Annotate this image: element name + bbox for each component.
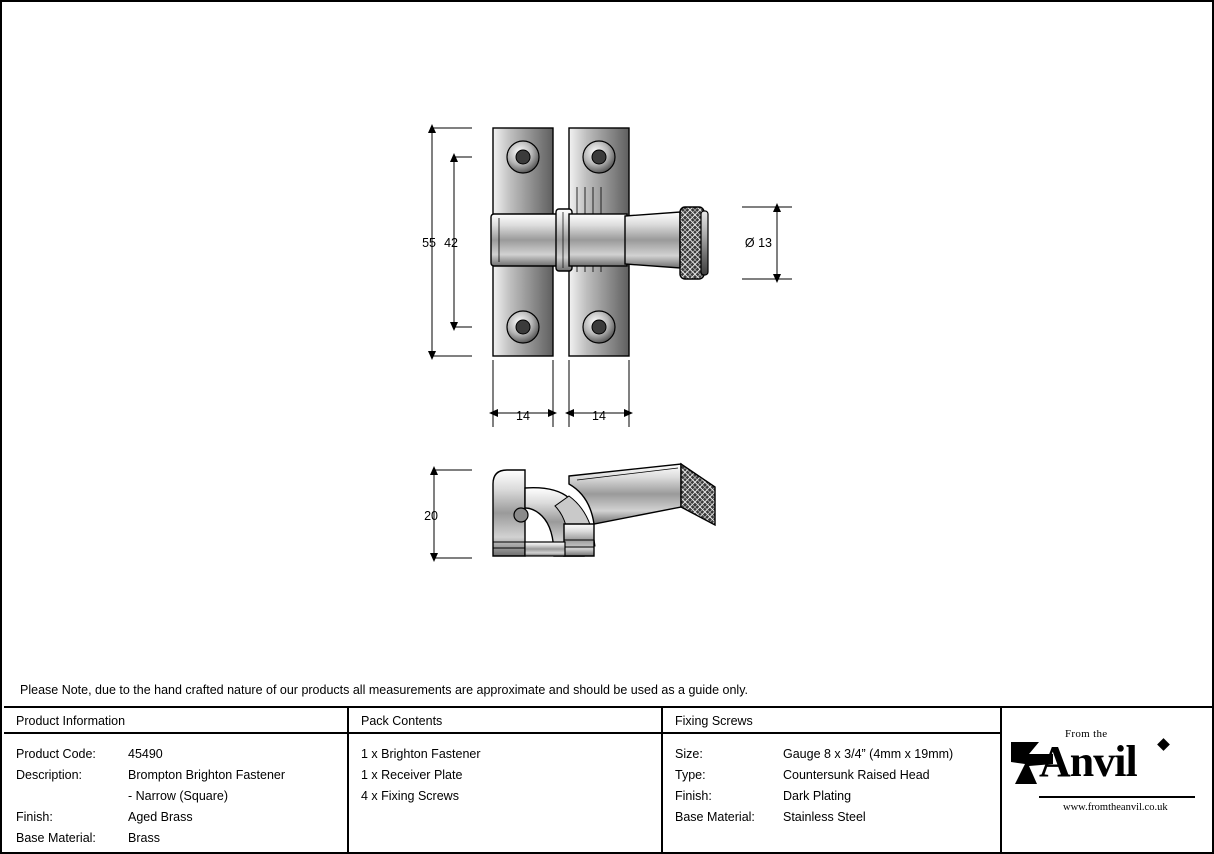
screw-size-value: Gauge 8 x 3/4” (4mm x 19mm) bbox=[783, 747, 954, 761]
screw-base-material-value: Stainless Steel bbox=[783, 810, 866, 824]
dimension-14-left-label: 14 bbox=[516, 409, 530, 423]
screw-type-label: Type: bbox=[675, 768, 706, 782]
pack-contents-item: 1 x Brighton Fastener bbox=[361, 747, 481, 761]
finish-label: Finish: bbox=[16, 810, 53, 824]
pack-contents-heading: Pack Contents bbox=[349, 708, 661, 734]
description-row bbox=[16, 765, 335, 786]
description-value-continued: - Narrow (Square) bbox=[128, 789, 229, 803]
dimension-42-label: 42 bbox=[444, 236, 458, 250]
product-code-label: Product Code: bbox=[16, 747, 96, 761]
description-row-continued bbox=[16, 786, 335, 807]
screw-finish-value: Dark Plating bbox=[783, 789, 852, 803]
info-table bbox=[4, 708, 1212, 852]
dimension-20-label: 20 bbox=[424, 509, 438, 523]
dimension-diameter-13-label: Ø 13 bbox=[744, 236, 772, 250]
logo-from-the: From the bbox=[1065, 728, 1108, 740]
logo-url: www.fromtheanvil.co.uk bbox=[1063, 802, 1168, 813]
base-material-value: Brass bbox=[128, 831, 160, 845]
measurement-note-text: Please Note, due to the hand crafted nature of our products all measurements are approximate and should be used as a guide only. bbox=[20, 683, 749, 697]
screw-base-material-label: Base Material: bbox=[675, 810, 755, 824]
screw-finish-label: Finish: bbox=[675, 789, 712, 803]
product-code-value: 45490 bbox=[128, 747, 163, 761]
fixing-screws-heading: Fixing Screws bbox=[663, 708, 1000, 734]
logo-anvil: Anvil bbox=[1039, 737, 1137, 786]
brand-logo-column bbox=[1002, 708, 1212, 852]
product-information-heading: Product Information bbox=[4, 708, 347, 734]
brand-logo bbox=[1002, 708, 1212, 852]
description-value: Brompton Brighton Fastener bbox=[128, 768, 286, 782]
side-view bbox=[493, 464, 715, 556]
fixing-screws-column bbox=[663, 708, 1002, 852]
screw-base-material-row bbox=[675, 807, 988, 828]
diamond-icon bbox=[1157, 738, 1170, 751]
technical-drawing bbox=[2, 2, 1214, 674]
dimension-14-right-label: 14 bbox=[592, 409, 606, 423]
screw-size-row bbox=[675, 744, 988, 765]
finish-row bbox=[16, 807, 335, 828]
dimension-widths bbox=[489, 360, 633, 427]
finish-value: Aged Brass bbox=[128, 810, 193, 824]
base-material-label: Base Material: bbox=[16, 831, 96, 845]
product-code-row bbox=[16, 744, 335, 765]
pack-contents-item: 4 x Fixing Screws bbox=[361, 789, 459, 803]
product-information-column bbox=[4, 708, 349, 852]
screw-size-label: Size: bbox=[675, 747, 703, 761]
pack-contents-column bbox=[349, 708, 663, 852]
screw-type-value: Countersunk Raised Head bbox=[783, 768, 930, 782]
description-label: Description: bbox=[16, 768, 82, 782]
logo-divider bbox=[1039, 796, 1195, 798]
base-material-row bbox=[16, 828, 335, 849]
pack-contents-item: 1 x Receiver Plate bbox=[361, 768, 463, 782]
description-label-blank bbox=[16, 786, 128, 807]
measurement-note bbox=[4, 674, 1212, 708]
screw-finish-row bbox=[675, 786, 988, 807]
screw-type-row bbox=[675, 765, 988, 786]
dimension-55-label: 55 bbox=[422, 236, 436, 250]
